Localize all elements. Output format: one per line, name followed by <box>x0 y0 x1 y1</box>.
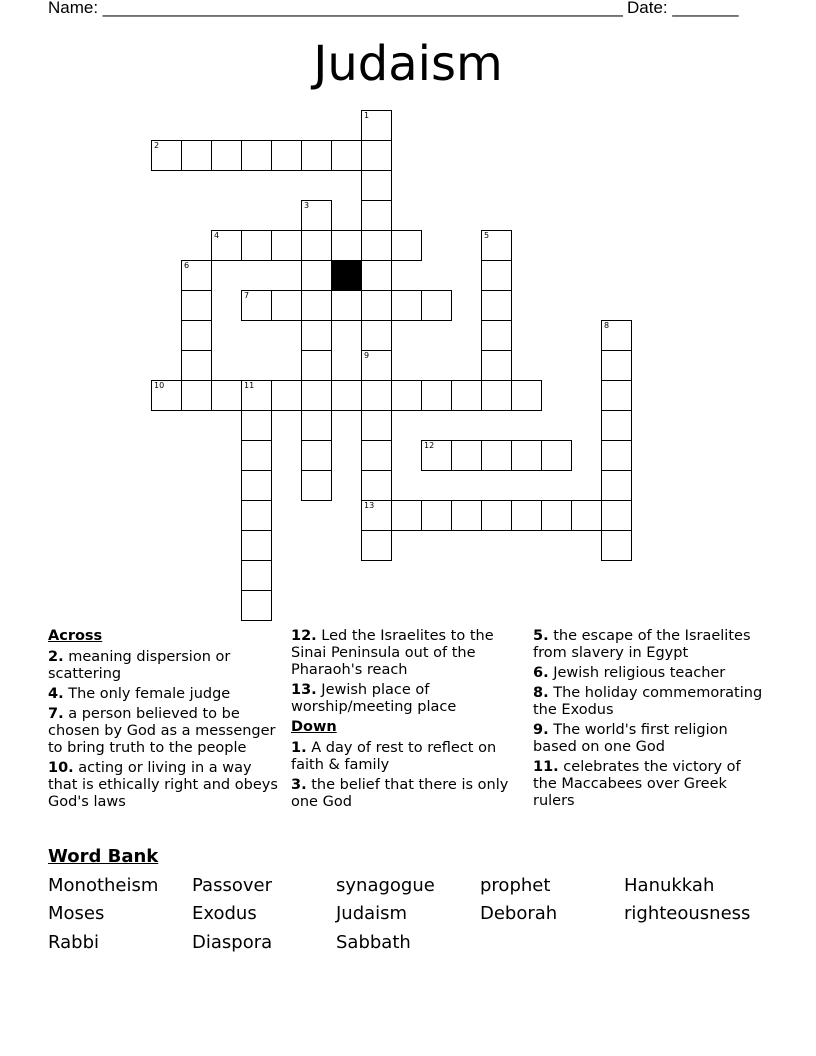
grid-cell[interactable] <box>181 350 212 381</box>
word-bank-item: Moses <box>48 903 105 924</box>
grid-cell[interactable] <box>451 380 482 411</box>
grid-cell[interactable] <box>361 380 392 411</box>
grid-cell[interactable] <box>181 140 212 171</box>
grid-cell[interactable] <box>241 530 272 561</box>
grid-cell[interactable] <box>361 530 392 561</box>
grid-cell[interactable] <box>391 290 422 321</box>
grid-cell[interactable] <box>241 590 272 621</box>
grid-cell[interactable] <box>601 410 632 441</box>
clue-down-11: 11. celebrates the victory of the Maccabees over Greek rulers <box>533 759 741 809</box>
grid-cell[interactable] <box>301 440 332 471</box>
clue-down-3: 3. the belief that there is only one God <box>291 777 509 810</box>
grid-cell[interactable] <box>451 500 482 531</box>
clue-across-2: 2. meaning dispersion or scattering <box>48 649 231 682</box>
grid-cell[interactable] <box>601 380 632 411</box>
word-bank-item: Hanukkah <box>624 875 715 896</box>
clue-number: 3 <box>304 201 310 210</box>
grid-cell[interactable] <box>271 140 302 171</box>
clue-across-12: 12. Led the Israelites to the Sinai Peninsula out of the Pharaoh's reach <box>291 628 494 678</box>
grid-cell[interactable] <box>361 410 392 441</box>
grid-cell[interactable] <box>181 260 212 291</box>
word-bank-item: synagogue <box>336 875 435 896</box>
grid-cell[interactable] <box>301 200 332 231</box>
word-bank-item: Passover <box>192 875 272 896</box>
clue-down-1: 1. A day of rest to reflect on faith & family <box>291 740 497 773</box>
grid-cell[interactable] <box>601 350 632 381</box>
grid-cell[interactable] <box>331 230 362 261</box>
grid-cell[interactable] <box>301 320 332 351</box>
grid-cell[interactable] <box>301 140 332 171</box>
grid-cell[interactable] <box>361 170 392 201</box>
grid-cell[interactable] <box>361 440 392 471</box>
grid-cell[interactable] <box>211 140 242 171</box>
grid-cell[interactable] <box>391 230 422 261</box>
word-bank-title: Word Bank <box>48 846 159 867</box>
grid-cell[interactable] <box>241 230 272 261</box>
grid-cell[interactable] <box>601 500 632 531</box>
down-heading: Down <box>291 719 337 735</box>
across-heading: Across <box>48 628 103 644</box>
grid-cell[interactable] <box>181 380 212 411</box>
clue-number: 13 <box>364 501 375 510</box>
grid-cell[interactable] <box>391 500 422 531</box>
name-field-label: Name: _______________________________________________________ <box>48 0 623 17</box>
grid-cell[interactable] <box>481 290 512 321</box>
clue-number: 1 <box>364 111 370 120</box>
grid-cell[interactable] <box>271 230 302 261</box>
clue-number: 8 <box>604 321 610 330</box>
grid-cell[interactable] <box>301 410 332 441</box>
clue-across-7: 7. a person believed to be chosen by God as a messenger to bring truth to the people <box>48 706 276 756</box>
clue-number: 12 <box>424 441 435 450</box>
date-field-label: Date: _______ <box>627 0 739 17</box>
grid-cell[interactable] <box>361 350 392 381</box>
grid-cell[interactable] <box>481 380 512 411</box>
grid-cell[interactable] <box>241 410 272 441</box>
clue-number: 9 <box>364 351 370 360</box>
grid-cell[interactable] <box>241 500 272 531</box>
clue-number: 7 <box>244 291 250 300</box>
grid-cell[interactable] <box>331 380 362 411</box>
black-square <box>331 260 362 291</box>
grid-cell[interactable] <box>601 320 632 351</box>
word-bank-item: Monotheism <box>48 875 159 896</box>
clue-number: 2 <box>154 141 160 150</box>
clue-number: 6 <box>184 261 190 270</box>
grid-cell[interactable] <box>361 290 392 321</box>
clue-across-13: 13. Jewish place of worship/meeting place <box>291 682 457 715</box>
clue-column-2 <box>291 628 527 814</box>
grid-cell[interactable] <box>451 440 482 471</box>
clue-number: 4 <box>214 231 220 240</box>
grid-cell[interactable] <box>361 140 392 171</box>
grid-cell[interactable] <box>361 470 392 501</box>
word-bank-item: righteousness <box>624 903 751 924</box>
grid-cell[interactable] <box>571 500 602 531</box>
grid-cell[interactable] <box>301 350 332 381</box>
grid-cell[interactable] <box>601 470 632 501</box>
grid-cell[interactable] <box>361 230 392 261</box>
grid-cell[interactable] <box>361 110 392 141</box>
word-bank-item: Rabbi <box>48 932 99 953</box>
grid-cell[interactable] <box>421 290 452 321</box>
puzzle-title: Judaism <box>313 36 503 92</box>
grid-cell[interactable] <box>361 500 392 531</box>
clue-down-5: 5. the escape of the Israelites from slavery in Egypt <box>533 628 751 661</box>
grid-cell[interactable] <box>541 500 572 531</box>
word-bank-item: Sabbath <box>336 932 411 953</box>
word-bank-item: Diaspora <box>192 932 273 953</box>
clue-number: 10 <box>154 381 165 390</box>
grid-cell[interactable] <box>271 380 302 411</box>
clue-down-6: 6. Jewish religious teacher <box>533 665 726 681</box>
grid-cell[interactable] <box>481 500 512 531</box>
grid-cell[interactable] <box>421 440 452 471</box>
grid-cell[interactable] <box>421 500 452 531</box>
grid-cell[interactable] <box>271 290 302 321</box>
grid-cell[interactable] <box>361 260 392 291</box>
grid-cell[interactable] <box>481 320 512 351</box>
grid-cell[interactable] <box>151 140 182 171</box>
grid-cell[interactable] <box>601 530 632 561</box>
grid-cell[interactable] <box>301 470 332 501</box>
word-bank-item: Judaism <box>336 903 408 924</box>
grid-cell[interactable] <box>181 320 212 351</box>
grid-cell[interactable] <box>601 440 632 471</box>
word-bank-item: Deborah <box>480 903 558 924</box>
word-bank-item: prophet <box>480 875 551 896</box>
grid-cell[interactable] <box>181 290 212 321</box>
grid-cell[interactable] <box>511 440 542 471</box>
grid-cell[interactable] <box>241 140 272 171</box>
grid-cell[interactable] <box>481 260 512 291</box>
grid-cell[interactable] <box>511 500 542 531</box>
grid-cell[interactable] <box>301 260 332 291</box>
clue-number: 5 <box>484 231 490 240</box>
word-bank-item: Exodus <box>192 903 257 924</box>
clue-across-4: 4. The only female judge <box>48 686 231 702</box>
grid-cell[interactable] <box>481 350 512 381</box>
grid-cell[interactable] <box>241 380 272 411</box>
grid-cell[interactable] <box>211 230 242 261</box>
grid-cell[interactable] <box>511 380 542 411</box>
clue-down-9: 9. The world's first religion based on one God <box>533 722 728 755</box>
clue-column-3 <box>533 628 769 813</box>
grid-cell[interactable] <box>241 470 272 501</box>
grid-cell[interactable] <box>151 380 182 411</box>
grid-cell[interactable] <box>301 290 332 321</box>
clue-column-1 <box>48 628 284 814</box>
grid-cell[interactable] <box>241 290 272 321</box>
grid-cell[interactable] <box>541 440 572 471</box>
grid-cell[interactable] <box>241 560 272 591</box>
grid-cell[interactable] <box>361 320 392 351</box>
clue-across-10: 10. acting or living in a way that is ethically right and obeys God's laws <box>48 760 278 810</box>
clue-number: 11 <box>244 381 255 390</box>
clue-down-8: 8. The holiday commemorating the Exodus <box>533 685 763 718</box>
grid-cell[interactable] <box>211 380 242 411</box>
grid-cell[interactable] <box>481 440 512 471</box>
grid-cell[interactable] <box>331 290 362 321</box>
grid-cell[interactable] <box>301 380 332 411</box>
grid-cell[interactable] <box>421 380 452 411</box>
grid-cell[interactable] <box>301 230 332 261</box>
grid-cell[interactable] <box>241 440 272 471</box>
grid-cell[interactable] <box>481 230 512 261</box>
grid-cell[interactable] <box>361 200 392 231</box>
grid-cell[interactable] <box>391 380 422 411</box>
grid-cell[interactable] <box>331 140 362 171</box>
